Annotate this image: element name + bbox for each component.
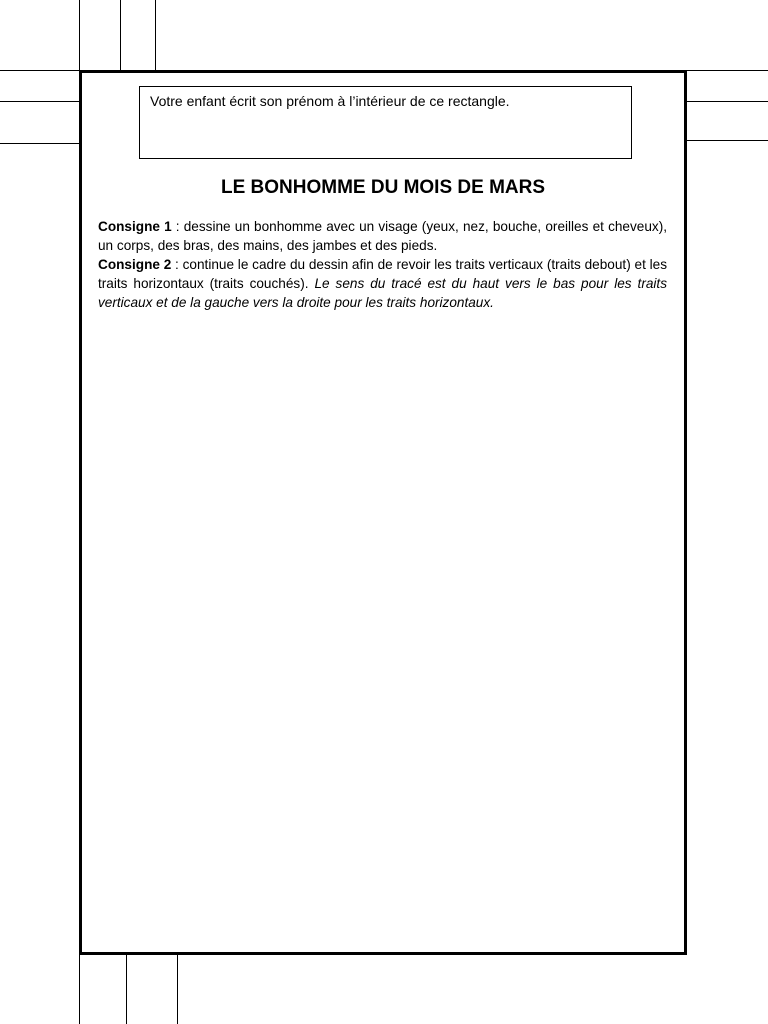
instruction-2-italic: Le sens du tracé est du haut vers le bas pour les traits verticaux et de la gauche vers la droite pour les traits horizontaux. — [98, 276, 667, 310]
guide-line-horizontal — [687, 70, 768, 71]
instruction-2-label: Consigne 2 — [98, 257, 172, 272]
guide-line-horizontal — [0, 143, 79, 144]
guide-line-vertical — [79, 0, 80, 70]
guide-line-vertical — [120, 0, 121, 70]
instructions — [98, 217, 667, 312]
guide-line-vertical — [79, 955, 80, 1024]
guide-line-horizontal — [0, 101, 79, 102]
instruction-1 — [98, 217, 667, 255]
instruction-2-text: : continue le cadre du dessin afin de revoir les traits verticaux (traits debout) et les traits horizontaux (traits couchés). — [98, 257, 668, 291]
guide-line-horizontal — [687, 140, 768, 141]
name-box[interactable] — [139, 86, 632, 159]
instruction-2 — [98, 255, 667, 312]
name-box-instruction: Votre enfant écrit son prénom à l’intérieur de ce rectangle. — [150, 93, 510, 109]
instruction-1-text: : dessine un bonhomme avec un visage (yeux, nez, bouche, oreilles et cheveux), un corps, des bras, des mains, des jambes et des pieds. — [98, 219, 667, 253]
guide-line-horizontal — [687, 101, 768, 102]
guide-line-vertical — [155, 0, 156, 70]
drawing-frame — [79, 70, 687, 955]
page-title: LE BONHOMME DU MOIS DE MARS — [220, 177, 546, 198]
guide-line-horizontal — [0, 70, 79, 71]
guide-line-vertical — [177, 955, 178, 1024]
instruction-1-label: Consigne 1 — [98, 219, 172, 234]
guide-line-vertical — [126, 955, 127, 1024]
